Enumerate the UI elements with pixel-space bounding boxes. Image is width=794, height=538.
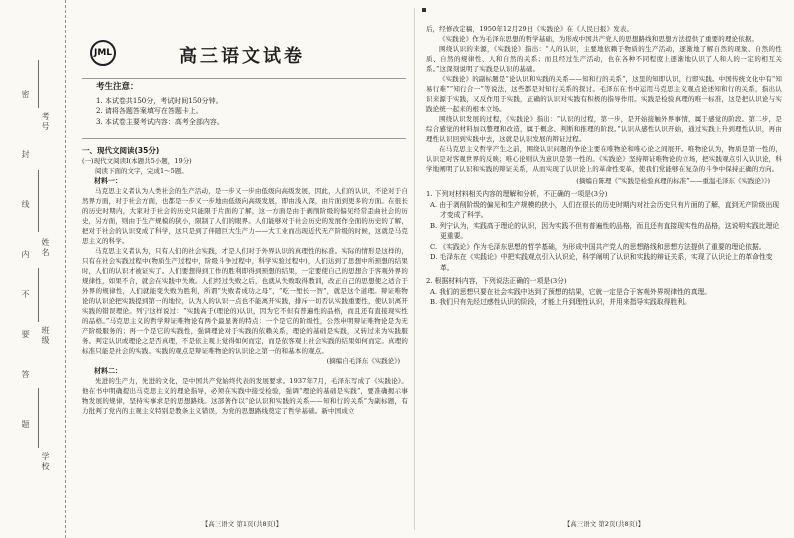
binding-margin bbox=[0, 0, 66, 538]
material-1-label: 材料一： bbox=[94, 177, 122, 185]
section-heading: 一、现代文阅读(35分) bbox=[82, 146, 160, 155]
material-2-paragraph: 先进的生产力，先进的文化，是中国共产党始终代表的发展要求。1937年7月，毛泽东写成了《实践论》。他在书中明确提出马克思主义的理论指导，必须在实践中接受检验，强调“理论的基础是实践”，要准确揭示事物发展的规律，坚持实事求是的思想路线。这部著作以“论认识和实践的关系——知和行的关系”为副标题，有力批判了党内的主观主义特别是教条主义错误，为党的思想路线奠定了哲学基础。新中国成立 bbox=[82, 377, 408, 415]
question-2-stem: 2. 根据材料内容，下列说法正确的一项是(3分) bbox=[426, 277, 567, 285]
page-2 bbox=[418, 0, 790, 538]
question-1-option: B. 列宁认为，实践高于理论的认识，因为实践不但有普遍性的品格，而且还有直接现实性的品格，这说明实践比理论更重要。 bbox=[430, 221, 780, 240]
page-divider bbox=[414, 8, 415, 530]
material-2-source: (摘编自陈理《“实践是检验真理的标准”——重温毛泽东《实践论》》) bbox=[576, 177, 770, 185]
subsection-heading: (一)现代文阅读Ⅰ(本题共5小题，19分) bbox=[82, 157, 192, 165]
page-1-footer: 【高三语文 第1页(共8页)】 bbox=[201, 520, 283, 528]
question-2-option: A. 我们的思想只要在社会实践中达到了预想的结果，它就一定是合于客观外界规律性的真理。 bbox=[430, 287, 712, 296]
seal-char: 题 bbox=[21, 420, 30, 428]
material-2-paragraph: 围绕认识发展的过程，《实践论》指出：“认识的过程，第一步，是开始接触外界事情，属于感觉的阶段。第二步，是综合感觉的材料加以整理和改造，属于概念、判断和推理的阶段。”认识从感性认识开始，通过实践上升到理性认识，再由理性认识回到实践中去，这就是认识发展的辩证过程。 bbox=[426, 115, 782, 143]
registration-mark bbox=[422, 8, 426, 12]
material-2-paragraph: 在马克思主义哲学产生之前，围绕认识问题的争论主要在唯物论和唯心论之间展开。唯物论认为，物质是第一性的，认识是对客观世界的反映；唯心论则认为意识是第一性的。《实践论》坚持辩证唯物论的立场，把实践观点引入认识论，科学地阐明了认识和实践的辩证关系，从而实现了认识论上的革命性变革，使我们党能够在复杂的斗争中保持正确的方向。 bbox=[426, 145, 782, 173]
notice-item: 2. 请将各题答案填写在答题卡上。 bbox=[96, 107, 203, 115]
material-1-paragraph: 马克思主义者认为，只有人们的社会实践，才是人们对于外界认识的真理性的标准。实际的情形是这样的，只有在社会实践过程中(物质生产过程中，阶级斗争过程中，科学实验过程中)，人们达到了思想中所预想的结果时，人们的认识才被证实了。人们要想得到工作的胜利即得到预想的结果，一定要使自己的思想合于客观外界的规律性，如果不合，就会在实践中失败。人们经过失败之后，也就从失败取得教训，改正自己的思想使之适合于外界的规律性，人们就能变失败为胜利，所谓“失败者成功之母”，“吃一堑长一智”，就是这个道理。辩证唯物论的认识论把实践提到第一的地位，认为人的认识一点也不能离开实践，排斥一切否认实践重要性，使认识离开实践的错误理论。列宁这样说过：“实践高于(理论的)认识，因为它不但有普遍性的品格，而且还有直接现实性的品格。”马克思主义的哲学辩证唯物论有两个最显著的特点：一个是它的阶级性，公然申明辩证唯物论是为无产阶级服务的；再一个是它的实践性，强调理论对于实践的依赖关系，理论的基础是实践，又转过来为实践服务。判定认识或理论之是否真理，不是依主观上觉得如何而定，而是依客观上社会实践的结果如何而定。真理的标准只能是社会的实践。实践的观点是辩证唯物论的认识论之第一的和基本的观点。 bbox=[82, 247, 408, 355]
seal-char: 封 bbox=[21, 150, 30, 158]
material-2-paragraph: 后，经修改定稿，1950年12月29日《实践论》在《人民日报》发表。 bbox=[426, 25, 634, 33]
seal-char: 答 bbox=[21, 370, 30, 378]
notice-bottom-rule bbox=[82, 138, 406, 139]
school-label: 学校 bbox=[41, 452, 50, 472]
notice-item: 3. 本试卷主要考试内容：高考全部内容。 bbox=[96, 117, 224, 126]
exam-number-blank[interactable] bbox=[38, 60, 39, 108]
seal-char: 内 bbox=[21, 250, 30, 258]
seal-char: 密 bbox=[21, 90, 30, 98]
material-2-paragraph: 围绕认识的来源，《实践论》指出：“人的认识，主要地依赖于物质的生产活动，逐渐地了解自然的现象、自然的性质、自然的规律性、人和自然的关系；而且经过生产活动，也在各种不同程度上逐渐地认识了人和人的一定的相互关系。”这深刻说明了实践是认识的基础。 bbox=[426, 45, 782, 73]
notice-heading: 考生注意： bbox=[96, 82, 139, 92]
question-1-option: D. 毛泽东在《实践论》中把实践观点引入认识论，科学阐明了认识和实践的辩证关系，实现了认识论上的革命性变革。 bbox=[430, 253, 773, 272]
reading-instruction: 阅读下面的文字，完成1～5题。 bbox=[95, 167, 188, 175]
material-1-source: (摘编自毛泽东《实践论》) bbox=[326, 357, 400, 365]
seal-char: 线 bbox=[21, 200, 30, 208]
name-blank[interactable] bbox=[38, 170, 39, 232]
material-1-paragraph: 马克思主义者认为人类社会的生产活动，是一步又一步由低级向高级发展，因此，人们的认识，不论对于自然界方面，对于社会方面，也都是一步又一步地由低级向高级发展，即由浅入深，由片面到更多的方面。在很长的历史时期内，大家对于社会的历史只能限于片面的了解，这一方面是由于剥削阶级的偏见经常歪曲社会的历史，另方面，则由于生产规模的狭小，限制了人们的眼界。人们能够对于社会历史的发展作全面的历史的了解，把对于社会的认识变成了科学，这只是到了伴随巨大生产力——大工业而出现近代无产阶级的时候，这就是马克思主义的科学。 bbox=[82, 187, 408, 245]
question-1-option: A. 由于剥削阶级的偏见和生产规模的狭小，人们在很长的历史时期内对社会历史只有片面的了解，直到无产阶级出现才变成了科学。 bbox=[430, 200, 780, 219]
seal-char: 不 bbox=[21, 290, 30, 298]
reading-passage bbox=[82, 146, 408, 416]
school-blank[interactable] bbox=[38, 388, 39, 448]
question-2-option: B. 我们只有先经过感性认识的阶段，才能上升到理性认识，并用来指导实践取得胜利。 bbox=[430, 298, 691, 306]
page-1 bbox=[72, 0, 412, 538]
notice-top-rule bbox=[82, 78, 406, 79]
question-1-option: C. 《实践论》作为毛泽东思想的哲学基础，为形成中国共产党人的思想路线和思想方法提供了重要的理论依据。 bbox=[430, 242, 766, 251]
class-label: 班级 bbox=[41, 326, 50, 346]
exam-number-label: 考号 bbox=[41, 112, 50, 132]
exam-title: 高三语文试卷 bbox=[179, 46, 305, 67]
material-2-paragraph: 《实践论》作为毛泽东思想的哲学基础，为形成中国共产党人的思想路线和思想方法提供了重要的理论依据。 bbox=[439, 35, 759, 43]
exam-notice bbox=[96, 82, 396, 127]
material-2-label: 材料二： bbox=[94, 367, 122, 375]
seal-char: 要 bbox=[21, 330, 30, 338]
page-2-footer: 【高三语文 第2页(共8页)】 bbox=[563, 520, 645, 528]
name-label: 姓名 bbox=[41, 238, 50, 258]
school-logo-icon: JML bbox=[90, 40, 116, 66]
material-2-paragraph: 《实践论》的副标题是“论认识和实践的关系——知和行的关系”，这里的知即认识，行即实践。中国传统文化中有“知易行难”“知行合一”等说法，这些都是对知行关系的探讨。毛泽东在书中运用马克思主义观点论述知和行的关系，指出认识来源于实践，又反作用于实践，正确的认识对实践有积极的指导作用。实践是检验真理的唯一标准，这是把认识论与实践论统一起来的根本立场。 bbox=[426, 75, 782, 113]
class-blank[interactable] bbox=[38, 268, 39, 322]
notice-item: 1. 本试卷共150分，考试时间150分钟。 bbox=[96, 96, 223, 105]
reading-passage-continued bbox=[426, 24, 782, 308]
question-1-stem: 1. 下列对材料相关内容的理解和分析，不正确的一项是(3分) bbox=[426, 190, 608, 198]
